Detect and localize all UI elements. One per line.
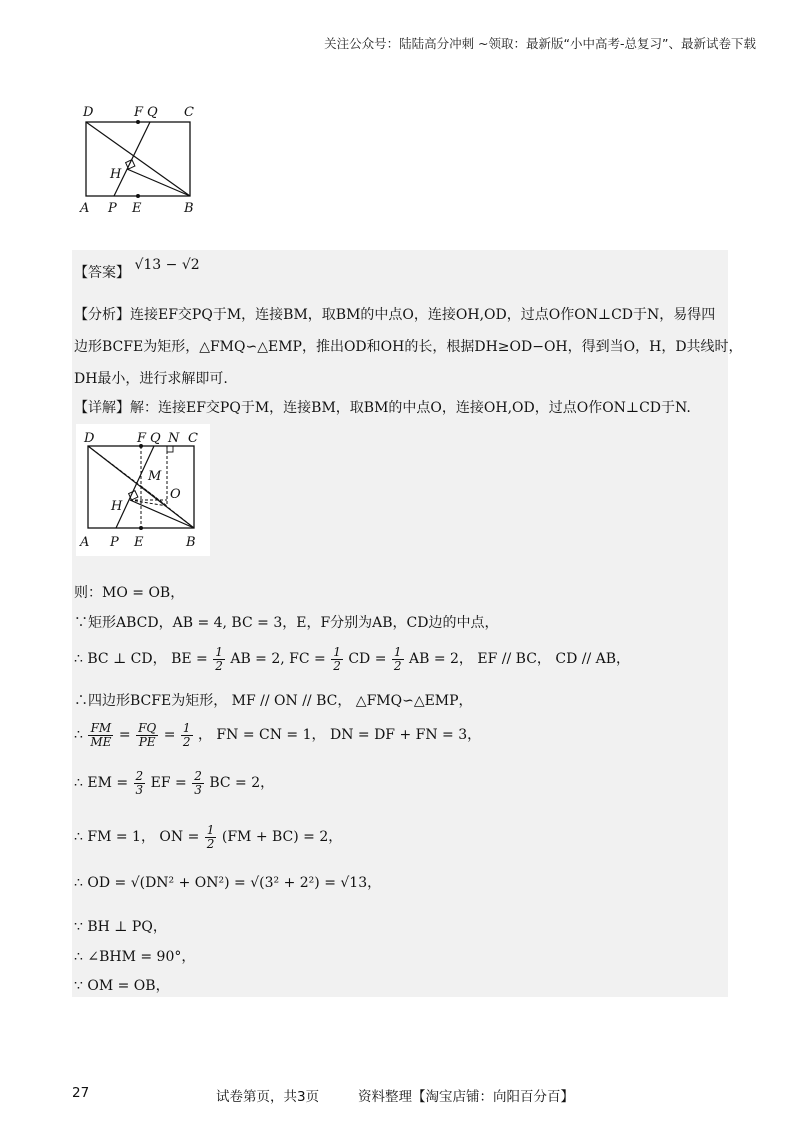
label-q: Q bbox=[147, 105, 158, 120]
step-10: ∴ ∠BHM = 90°， bbox=[74, 949, 196, 965]
step-6 bbox=[74, 770, 274, 796]
label-b: B bbox=[184, 201, 194, 216]
step-5 bbox=[74, 722, 481, 748]
analysis-line-3: DH最小，进行求解即可. bbox=[74, 371, 228, 387]
point-e bbox=[136, 194, 140, 198]
label-h: H bbox=[110, 167, 122, 182]
label-f-2: F bbox=[137, 431, 147, 446]
fraction-half-4: $\frac{1}{2}$ bbox=[206, 823, 215, 851]
page-header: 关注公众号：陆陆高分冲刺 ~领取：最新版“小中高考-总复习”、最新试卷下载 bbox=[324, 36, 756, 51]
label-p-2: P bbox=[110, 535, 119, 550]
label-o-2: O bbox=[170, 487, 181, 502]
step-3-part-d: CD = bbox=[348, 651, 387, 668]
source-credit: 资料整理【淘宝店铺：向阳百分百】 bbox=[358, 1089, 574, 1105]
step-3 bbox=[74, 646, 630, 672]
label-a: A bbox=[80, 201, 90, 216]
answer-label: 【答案】 bbox=[74, 265, 130, 281]
equals-sign-2: = bbox=[163, 727, 176, 744]
step-6-part-a: ∴ EM = bbox=[74, 775, 129, 792]
fraction-fq-pe: $\frac{FQ}{PE}$ bbox=[138, 721, 157, 749]
analysis-line-2: 边形BCFE为矩形，△FMQ∽△EMP，推出OD和OH的长，根据DH≥OD−OH，得到当O，H，D共线时， bbox=[74, 339, 743, 355]
fraction-two-thirds-1: $\frac{2}{3}$ bbox=[135, 769, 144, 797]
fraction-half-3: $\frac{1}{2}$ bbox=[393, 645, 402, 673]
point-e-2 bbox=[139, 526, 143, 530]
geometry-figure-2 bbox=[78, 428, 208, 552]
label-f: F bbox=[134, 105, 144, 120]
step-3-part-b: BE = bbox=[171, 651, 208, 668]
fraction-two-thirds-2: $\frac{2}{3}$ bbox=[194, 769, 202, 797]
segment-db bbox=[86, 122, 190, 196]
step-1: 则：MO = OB， bbox=[74, 585, 185, 601]
step-6-part-c: BC = 2， bbox=[209, 775, 275, 792]
label-c: C bbox=[184, 105, 194, 120]
page-info: 试卷第页，共3页 bbox=[216, 1089, 320, 1105]
label-p: P bbox=[108, 201, 117, 216]
step-3-part-e: AB = 2， EF // BC， CD // AB， bbox=[409, 651, 631, 668]
answer-line bbox=[74, 257, 200, 282]
step-5-therefore: ∴ bbox=[74, 727, 83, 744]
label-e-2: E bbox=[134, 535, 144, 550]
label-b-2: B bbox=[186, 535, 196, 550]
segment-pq bbox=[114, 122, 150, 196]
step-9: ∵ BH ⊥ PQ， bbox=[74, 919, 167, 935]
step-6-part-b: EF = bbox=[150, 775, 187, 792]
equals-sign-1: = bbox=[118, 727, 131, 744]
right-angle-mark-n bbox=[167, 446, 173, 452]
fraction-fm-me: $\frac{FM}{ME}$ bbox=[90, 721, 112, 749]
fraction-half-1: $\frac{1}{2}$ bbox=[215, 645, 223, 673]
page-number: 27 bbox=[72, 1085, 90, 1101]
geometry-figure-1 bbox=[74, 98, 204, 220]
detail-line-1: 【详解】解：连接EF交PQ于M，连接BM，取BM的中点O，连接OH,OD，过点O作ON⊥CD于N. bbox=[74, 400, 691, 416]
label-q-2: Q bbox=[150, 431, 161, 446]
step-7-part-a: ∴ FM = 1， ON = bbox=[74, 829, 200, 846]
step-11: ∵ OM = OB， bbox=[74, 978, 170, 994]
fraction-one-half: $\frac{1}{2}$ bbox=[182, 721, 191, 749]
step-2: ∵矩形ABCD，AB = 4, BC = 3，E，F分别为AB，CD边的中点， bbox=[74, 615, 499, 631]
label-n-2: N bbox=[168, 431, 180, 446]
label-a-2: A bbox=[80, 535, 90, 550]
segment-bh-2 bbox=[130, 500, 194, 528]
label-h-2: H bbox=[111, 499, 123, 514]
label-d: D bbox=[83, 105, 94, 120]
step-3-part-c: AB = 2, FC = bbox=[230, 651, 326, 668]
step-7 bbox=[74, 824, 342, 850]
analysis-line-1: 【分析】连接EF交PQ于M，连接BM，取BM的中点O，连接OH,OD，过点O作ON⊥CD于N，易得四 bbox=[74, 307, 716, 323]
step-4: ∴四边形BCFE为矩形， MF // ON // BC， △FMQ∽△EMP， bbox=[74, 693, 473, 709]
label-m-2: M bbox=[148, 469, 162, 484]
step-5-rest: ， FN = CN = 1， DN = DF + FN = 3， bbox=[197, 727, 482, 744]
point-f bbox=[136, 120, 140, 124]
label-e: E bbox=[132, 201, 142, 216]
label-c-2: C bbox=[188, 431, 198, 446]
step-7-part-b: (FM + BC) = 2， bbox=[221, 829, 343, 846]
answer-value: √13 − √2 bbox=[134, 257, 200, 273]
segment-pq-2 bbox=[116, 446, 154, 528]
step-8: ∴ OD = √(DN² + ON²) = √(3² + 2²) = √13， bbox=[74, 875, 382, 891]
right-angle-mark bbox=[126, 160, 135, 169]
fraction-half-2: $\frac{1}{2}$ bbox=[333, 645, 341, 673]
label-d-2: D bbox=[84, 431, 95, 446]
step-3-part-a: ∴ BC ⊥ CD， bbox=[74, 651, 167, 668]
